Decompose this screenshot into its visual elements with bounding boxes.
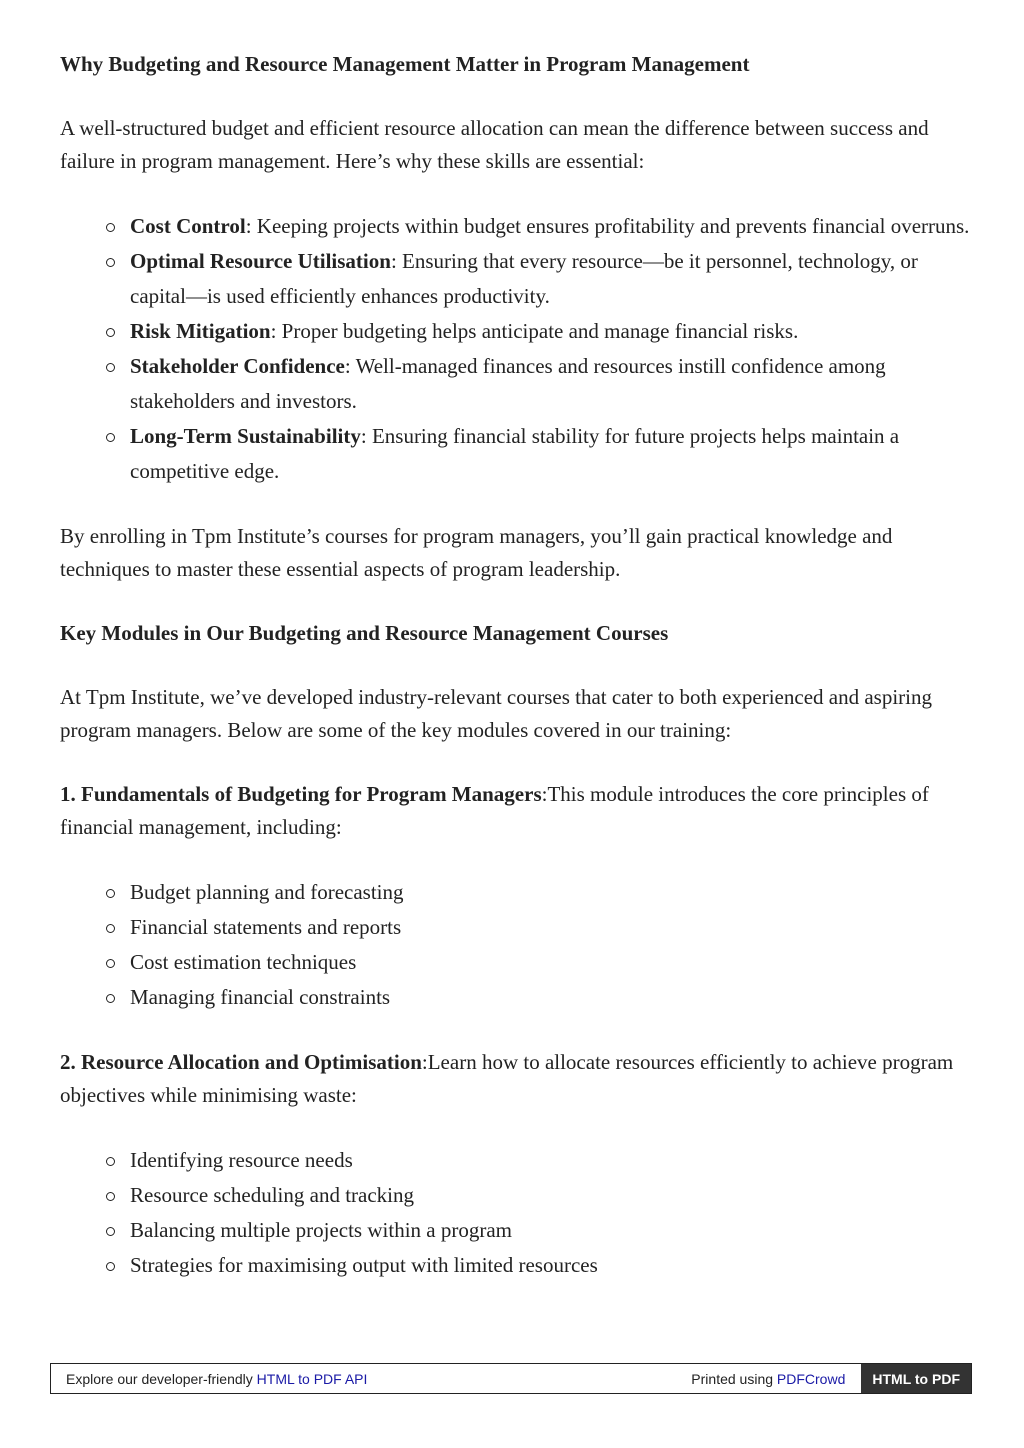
module-1-desc: :This module introduces the core principles of financial management, including: (60, 782, 929, 839)
reasons-list (60, 209, 970, 489)
list-item-text: Identifying resource needs (130, 1148, 353, 1172)
list-item (130, 1143, 970, 1178)
module-2-list (60, 1143, 970, 1283)
reason-desc: : Keeping projects within budget ensures profitability and prevents financial overruns. (245, 214, 970, 238)
html-to-pdf-badge[interactable]: HTML to PDF (861, 1364, 971, 1393)
module-1-paragraph (60, 778, 970, 844)
reason-desc: : Ensuring financial stability for future projects helps maintain a competitive edge. (130, 424, 900, 483)
circle-bullet-icon (106, 994, 115, 1003)
list-item (130, 1213, 970, 1248)
circle-bullet-icon (106, 889, 115, 898)
document-body (60, 48, 970, 1283)
list-item (130, 910, 970, 945)
list-item-text: Managing financial constraints (130, 985, 391, 1009)
list-item (130, 419, 970, 489)
circle-bullet-icon (106, 1227, 115, 1236)
list-item (130, 945, 970, 980)
reason-desc: : Well-managed finances and resources instill confidence among stakeholders and investors. (130, 354, 886, 413)
html-to-pdf-api-link[interactable]: HTML to PDF API (256, 1370, 368, 1387)
footer-mid-text: Printed using (691, 1370, 777, 1387)
circle-bullet-icon (106, 258, 115, 267)
circle-bullet-icon (106, 1157, 115, 1166)
module-2-desc: :Learn how to allocate resources efficiently to achieve program objectives while minimising waste: (60, 1050, 954, 1107)
list-item-text: Resource scheduling and tracking (130, 1183, 414, 1207)
circle-bullet-icon (106, 924, 115, 933)
reason-desc: : Proper budgeting helps anticipate and manage financial risks. (270, 319, 799, 343)
enroll-paragraph: By enrolling in Tpm Institute’s courses for program managers, you’ll gain practical knowledge and techniques to master these essential aspects of program leadership. (60, 524, 893, 581)
list-item (130, 349, 970, 419)
reason-term: Long-Term Sustainability (130, 424, 361, 448)
reason-term: Cost Control (130, 214, 246, 238)
list-item-text: Balancing multiple projects within a program (130, 1218, 512, 1242)
list-item (130, 980, 970, 1015)
list-item-text: Budget planning and forecasting (130, 880, 404, 904)
circle-bullet-icon (106, 328, 115, 337)
list-item-text: Financial statements and reports (130, 915, 402, 939)
modules-intro-paragraph: At Tpm Institute, we’ve developed industry-relevant courses that cater to both experienced and aspiring program managers. Below are some of the key modules covered in our training: (60, 685, 932, 742)
pdfcrowd-link[interactable]: PDFCrowd (776, 1370, 846, 1387)
reason-term: Stakeholder Confidence (130, 354, 345, 378)
reason-term: Risk Mitigation (130, 319, 271, 343)
pdfcrowd-footer (50, 1363, 972, 1394)
list-item (130, 1178, 970, 1213)
list-item (130, 209, 970, 244)
list-item (130, 1248, 970, 1283)
list-item-text: Strategies for maximising output with limited resources (130, 1253, 598, 1277)
reason-term: Optimal Resource Utilisation (130, 249, 391, 273)
list-item (130, 875, 970, 910)
module-2-title: 2. Resource Allocation and Optimisation (60, 1050, 422, 1074)
list-item-text: Cost estimation techniques (130, 950, 357, 974)
list-item (130, 314, 970, 349)
reason-desc: : Ensuring that every resource—be it personnel, technology, or capital—is used efficiently enhances productivity. (130, 249, 918, 308)
circle-bullet-icon (106, 959, 115, 968)
module-2-paragraph (60, 1046, 970, 1112)
circle-bullet-icon (106, 223, 115, 232)
circle-bullet-icon (106, 1262, 115, 1271)
circle-bullet-icon (106, 1192, 115, 1201)
section-heading-key-modules: Key Modules in Our Budgeting and Resource Management Courses (60, 621, 669, 645)
module-1-title: 1. Fundamentals of Budgeting for Program Managers (60, 782, 542, 806)
module-1-list (60, 875, 970, 1015)
intro-paragraph: A well-structured budget and efficient resource allocation can mean the difference between success and failure in program management. Here’s why these skills are essential: (60, 116, 929, 173)
circle-bullet-icon (106, 433, 115, 442)
footer-left (51, 1371, 691, 1387)
footer-left-text: Explore our developer-friendly (66, 1370, 257, 1387)
circle-bullet-icon (106, 363, 115, 372)
section-heading-why-budgeting: Why Budgeting and Resource Management Matter in Program Management (60, 52, 750, 76)
list-item (130, 244, 970, 314)
footer-printed-using (691, 1371, 861, 1387)
